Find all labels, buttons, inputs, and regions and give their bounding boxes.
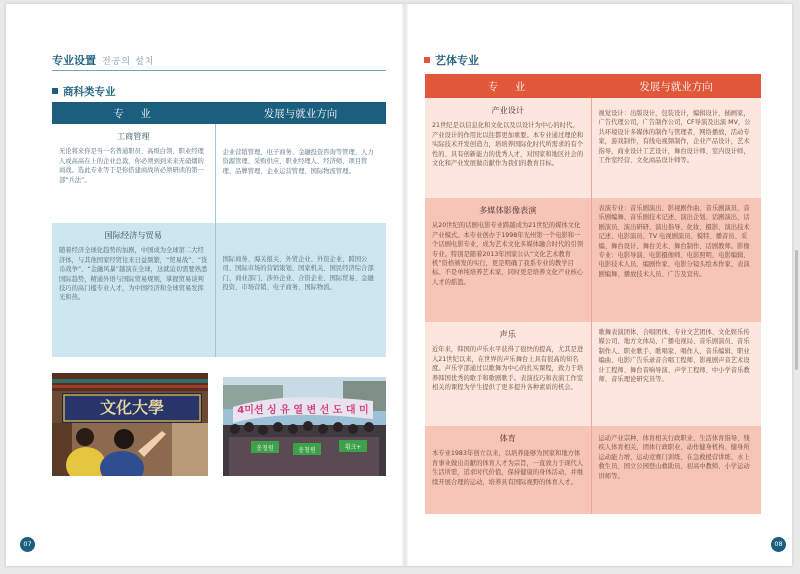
- major-name: 体育: [499, 433, 516, 443]
- sign-card-text: 옹칭원: [298, 447, 316, 454]
- career-text: 运动产业宗种、体育相关行政职业、生活体育指导、残疾人体育相关、团体行政职业、动作健身机构、健身所运动能力增、运动竞赛门训练、在急救援营讲练、水上救生员、国立公园登山救助员、初高中教师、小学运动讲师等。: [598, 435, 750, 480]
- section-subtitle-korean: 전공의 설치: [102, 57, 155, 67]
- square-bullet-icon: [424, 57, 430, 63]
- table-header-row: [52, 102, 386, 124]
- table-row: [425, 426, 761, 514]
- brochure-spread: [6, 4, 792, 566]
- major-name: 国际经济与贸易: [104, 230, 162, 240]
- career-cell: [591, 198, 761, 322]
- career-text: 表演专业：音乐剧演出、影视剧作曲、音乐剧演员、音乐剧编舞、音乐剧技术记述、演出企划、话剧演出、话剧演员、演出研研、演出指导、化妆、摄影、演出技术记述、电影演员、TV 电视剧演员、模特、播音员、采编、舞台设计、舞台美术、舞台制作、话剧教师。影像专业：电影导演、电影摄像师、电影照明、电影编辑、电影技术人员、编剧作家、电影分镜头绘本作家、表演剧编舞、播放技术人员、广告及宣传。: [598, 205, 750, 278]
- sub-heading-text: 商科类专业: [63, 86, 116, 98]
- banner-text: 4미션 싱 유 열 변 선 도 대 미: [237, 405, 369, 416]
- major-cell: [425, 198, 591, 322]
- table-row: [425, 98, 761, 198]
- major-cell: [52, 124, 215, 223]
- page-number-left: 07: [20, 537, 35, 552]
- major-description: 随着经济全球化趋势的加剧，中国成为全球第二大经济体，与其他国家经贸往来日益频繁，“贸易战”、“货币战争”、“金融风暴”越演在全球，这就迫切需要熟悉国际趋势，精通外语与国际贸易规则，掌握贸易谈判技巧的高门槛专业人才，为中国经济和全球贸易发挥光和热。: [59, 247, 208, 302]
- sign-card-text: 옹칭원: [256, 445, 274, 452]
- section-title-text: 艺体专业: [435, 54, 479, 67]
- table-header-row: [425, 74, 761, 98]
- career-text: 企业营销管理、电子商务、金融投资咨询等管理、人力资源管理、采购供应、职业经理人、经济师、项目管理、品牌管理、企业运营管理、国际物流管理。: [222, 149, 374, 175]
- career-text: 国际商务、海关报关、外贸企业、外资企业、跨国公司、国际市场的营销策划、国家机关、国民经济综合部门、商业部门、涉外企业、合资企业、国际贸易、金融投资、市场营销、电子商务、国际物流。: [222, 256, 374, 292]
- header-career: 发展与就业方向: [591, 74, 761, 98]
- career-text: 视觉设计：出版设计，包装设计，编辑设计，插画家，广告代理公司，广告制作公司，CF导演及出演 MV，公共环境设计多媒体的制作与管理者，网络播放，活动专家，游戏制作，有线电视频制作，企业产品设计，艺术指导，商业设计工艺设计，舞台设计师、室内设计师，工作室经营、文化商品设计师等。: [598, 110, 751, 165]
- header-career: 发展与就业方向: [215, 102, 386, 124]
- arts-majors-table: [425, 74, 761, 514]
- group-photo: [223, 377, 386, 476]
- sub-heading-business: [52, 84, 116, 99]
- square-bullet-icon: [52, 88, 58, 94]
- major-description: 21世纪是以信息化和文化以及以设计为中心的时代。产业设计的作用比以往都更加重要。本专业通过理论和实际技术开发创造力，培培养国际化时代所需求的有个性的、具有创新能力的优秀人才，对国家和地区社会的文化和产业发展做贡献作为我们的教育目标。: [432, 122, 584, 168]
- left-page: [6, 4, 402, 566]
- right-page: [408, 4, 792, 566]
- campus-gate-photo: [52, 373, 208, 476]
- major-description: 近年来，韩国的声乐水平获得了很快的提高，尤其是进入21世纪以来，在世界的声乐舞台上具有很高的知名度。声乐学部通过以歌舞为中心的扎实课程，致力于培养韩国优秀的歌手和歌剧歌手。表演技巧和表演工作室相关的课程为学生提供了更多提升各种素质的机会。: [432, 346, 584, 392]
- career-cell: [591, 98, 761, 198]
- business-majors-table: [52, 102, 386, 357]
- header-major: 专 业: [425, 74, 591, 98]
- major-description: 从20世纪的话剧电影专业跨越成为21世纪的媒体文化产业模式。本专业创办于1998年光州第一个电影和一个话剧电影专业，成为艺术文化多媒体融合时代的引领专业。特别是随着2013年国家公认“文化艺术教育机”资格颁发的实行，更是明确了我系专业的教学目标。不是单纯培养艺术家，同时更是培养文化产业核心人才的摇篮。: [432, 222, 584, 286]
- career-cell: [215, 124, 386, 223]
- major-name: 多媒体影像表演: [479, 205, 537, 215]
- table-row: [52, 124, 386, 223]
- major-cell: [52, 223, 215, 357]
- gate-sign-text: 文化大學: [99, 398, 165, 417]
- career-cell: [591, 426, 761, 514]
- major-name: 工商管理: [116, 131, 150, 141]
- career-text: 歌舞表演团体、合唱团体、专业文艺团体、文化娱乐传媒公司、地方文体局、广播电视局、音乐剧演员、音乐制作人、职业歌手、歌唱家、唱作人、音乐编辑、职业编曲、电影广告乐录音合唱工程师、影视剧声音艺术设计工程师、舞台音响导演、声学工程师、中小学音乐教师、音乐理论研究员等。: [598, 329, 750, 384]
- major-name: 声乐: [499, 329, 516, 339]
- header-major: 专 业: [52, 102, 215, 124]
- major-description: 本专业1983年创立以来，以培养能够为国家和地方体育事业做出贡献的体育人才为宗旨，一直致力于现代人生活所需，追求时代价值，保持健康的身体活动，并继续开展合理的运动，培养具有国际视野的体育人才。: [432, 450, 584, 486]
- section-divider: [52, 70, 386, 71]
- section-title-right: [424, 52, 479, 68]
- career-cell: [591, 322, 761, 426]
- sign-card-text: 횡크+: [344, 444, 362, 451]
- major-name: 产业设计: [491, 105, 525, 115]
- major-cell: [425, 98, 591, 198]
- section-title-text: 专业设置: [52, 54, 96, 67]
- major-cell: [425, 426, 591, 514]
- table-row: [425, 198, 761, 322]
- scrollbar[interactable]: [795, 250, 798, 370]
- career-cell: [215, 223, 386, 357]
- table-row: [425, 322, 761, 426]
- major-description: 无论将来你是当一名普通职员、高级白领、职业经理人或高高在上的企业总裁，你必须到到来来无硝烟的商战。选此专业等于是你搭建商战所必须研读的第一部“兵法”。: [59, 148, 204, 184]
- page-number-right: 08: [771, 537, 786, 552]
- table-row: [52, 223, 386, 357]
- major-cell: [425, 322, 591, 426]
- section-title-left: [52, 52, 154, 68]
